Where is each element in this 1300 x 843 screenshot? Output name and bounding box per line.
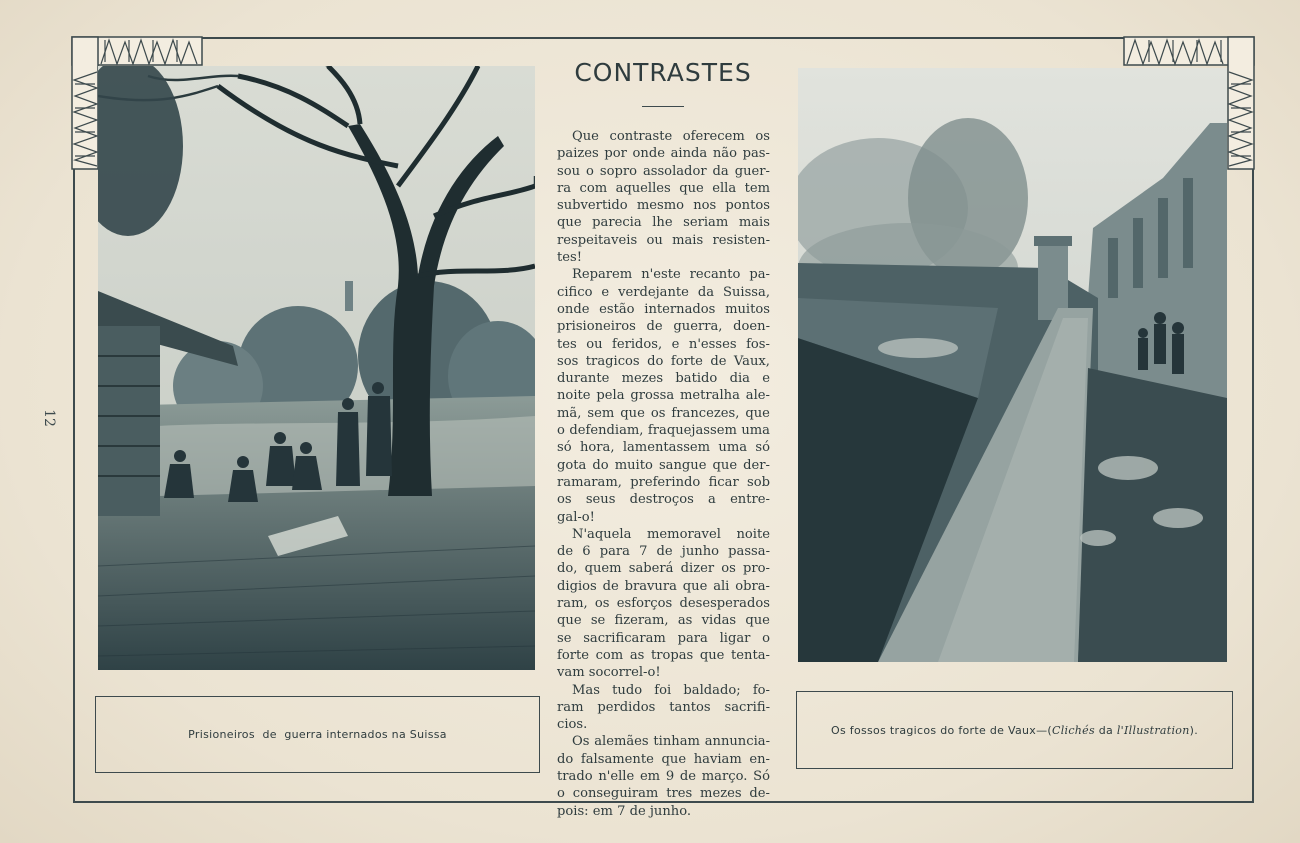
article-word: noite: [736, 526, 770, 542]
article-word: desesperados: [679, 596, 770, 612]
article-word: N'aquela: [572, 526, 632, 542]
article-word: que: [682, 578, 708, 594]
article-line-text: gal-o!: [557, 509, 595, 525]
article-word: Que: [572, 129, 599, 144]
article-line: [557, 353, 770, 370]
article-line: [557, 543, 770, 560]
article-line: [557, 647, 770, 664]
article-word: com: [579, 180, 608, 196]
article-word: os: [721, 561, 736, 577]
article-line-text: tes!: [557, 250, 582, 266]
article-word: pela: [596, 388, 625, 404]
article-word: guerra,: [673, 319, 723, 335]
article-line: [557, 249, 770, 266]
article-line: [557, 733, 770, 750]
article-word: forte: [557, 647, 589, 663]
article-word: os: [594, 596, 610, 612]
article-word: verdejante: [618, 284, 689, 300]
article-word: tes: [557, 336, 577, 352]
article-line: [557, 422, 770, 439]
article-word: pas-: [742, 146, 770, 162]
article-word: de: [710, 353, 727, 369]
article-word: mesmo: [636, 198, 685, 214]
article-word: e: [762, 371, 770, 387]
article-word: falsamente: [580, 751, 654, 767]
article-line: [557, 301, 770, 318]
article-word: mã,: [557, 405, 582, 421]
article-word: que: [712, 457, 738, 473]
article-word: o: [586, 163, 594, 179]
article-word: noite: [557, 388, 591, 404]
article-word: de: [602, 578, 619, 594]
article-word: que: [557, 215, 582, 231]
article-word: memoravel: [647, 526, 721, 542]
article-word: não: [712, 146, 737, 162]
article-word: uma: [741, 423, 770, 439]
article-word: que: [699, 647, 725, 663]
article-line: [557, 336, 770, 353]
article-word: onde: [632, 146, 665, 162]
article-line: [557, 578, 770, 595]
article-word: passa-: [728, 544, 770, 560]
article-word: fizeram,: [614, 613, 669, 629]
article-word: contraste: [609, 129, 673, 144]
article-word: defendiam,: [569, 423, 644, 439]
article-word: o: [557, 423, 565, 439]
article-word: mais: [672, 232, 704, 248]
article-word: muito: [614, 457, 653, 473]
article-line: [557, 612, 770, 629]
article-word: os: [755, 129, 770, 144]
article-word: e: [601, 284, 610, 300]
article-word: sopro: [599, 163, 637, 179]
article-word: mezes: [621, 371, 664, 387]
article-word: só: [557, 440, 572, 456]
article-line: [557, 716, 770, 733]
article-word: fo-: [752, 682, 770, 698]
article-word: Vaux,: [733, 353, 770, 369]
article-line: [557, 197, 770, 214]
left-photo-caption: [95, 696, 540, 773]
article-word: que: [620, 405, 645, 421]
article-word: assolador: [642, 163, 707, 179]
article-word: ra: [557, 180, 572, 196]
article-word: o: [557, 786, 565, 802]
article-word: n'elle: [598, 768, 635, 784]
article-word: 7: [639, 544, 648, 560]
article-word: alemães: [594, 734, 649, 750]
article-word: tinham: [653, 734, 700, 750]
article-word: durante: [557, 371, 610, 387]
article-word: da: [712, 163, 729, 179]
article-line: [557, 405, 770, 422]
article-word: ou: [646, 232, 663, 248]
article-line: [557, 163, 770, 180]
article-line: [557, 509, 770, 526]
article-line: [557, 630, 770, 647]
article-word: der-: [743, 457, 770, 473]
article-word: de: [646, 319, 663, 335]
article-word: dizer: [680, 561, 715, 577]
article-word: lhe: [652, 215, 673, 231]
article-word: de-: [749, 786, 770, 802]
article-word: onde: [557, 301, 590, 317]
article-body: [557, 128, 770, 820]
article-word: do: [557, 751, 574, 767]
article-word: seus: [585, 492, 616, 508]
article-word: ella: [712, 180, 737, 196]
article-word: guer-: [734, 163, 770, 179]
article-word: annuncia-: [704, 734, 770, 750]
article-word: ale-: [745, 388, 770, 404]
article-word: sacrificaram: [583, 630, 666, 646]
article-word: esforços: [616, 596, 673, 612]
article-line: [557, 664, 770, 681]
article-word: Só: [753, 768, 770, 784]
article-word: metralha: [680, 388, 740, 404]
article-word: ram,: [557, 596, 588, 612]
article-word: mais: [738, 215, 770, 231]
article-line: [557, 560, 770, 577]
article-word: baldado;: [683, 682, 741, 698]
article-word: ali: [713, 578, 730, 594]
article-word: tantos: [669, 699, 711, 715]
article-word: sacrifi-: [724, 699, 770, 715]
article-word: do: [647, 353, 664, 369]
article-line: [557, 457, 770, 474]
article-word: de: [557, 544, 574, 560]
article-word: que: [745, 613, 770, 629]
article-word: tudo: [612, 682, 643, 698]
article-word: quem: [584, 561, 622, 577]
article-word: sangue: [658, 457, 707, 473]
article-word: resisten-: [712, 232, 770, 248]
article-line: [557, 768, 770, 785]
article-word: vidas: [701, 613, 737, 629]
article-word: sos: [557, 353, 579, 369]
article-line: [557, 214, 770, 231]
article-word: Os: [572, 734, 590, 750]
article-word: oferecem: [682, 129, 745, 144]
article-word: ramaram,: [557, 474, 622, 490]
article-word: com: [595, 647, 624, 663]
article-word: sem: [587, 405, 615, 421]
article-word: hora,: [579, 440, 615, 456]
article-line: [557, 526, 770, 543]
article-word: a: [708, 492, 716, 508]
article-word: uma: [718, 440, 748, 456]
article-word: doen-: [733, 319, 770, 335]
article-word: foi: [654, 682, 672, 698]
article-line: [557, 370, 770, 387]
article-word: cifico: [557, 284, 593, 300]
article-word: de: [679, 768, 697, 784]
article-line: [557, 785, 770, 802]
article-word: se: [557, 630, 572, 646]
article-word: tropas: [650, 647, 694, 663]
article-word: o: [762, 630, 770, 646]
article-word: por: [604, 146, 627, 162]
article-word: estão: [599, 301, 635, 317]
article-word: que: [661, 751, 687, 767]
article-word: tem: [744, 180, 770, 196]
article-line: [557, 699, 770, 716]
article-word: se: [590, 613, 606, 629]
article-line: [557, 595, 770, 612]
page-number: 12: [40, 409, 57, 427]
article-word: muitos: [725, 301, 770, 317]
article-line: [557, 474, 770, 491]
article-word: para: [599, 544, 630, 560]
article-word: só: [755, 440, 770, 456]
article-word: as: [677, 613, 693, 629]
title-rule: [642, 106, 684, 107]
article-word: que: [557, 613, 582, 629]
article-line: [557, 145, 770, 162]
article-word: fraquejassem: [647, 423, 737, 439]
article-word: seriam: [683, 215, 729, 231]
article-word: n'esses: [688, 336, 737, 352]
left-caption-text: Prisioneiros de guerra internados na Suissa: [188, 728, 447, 741]
right-caption-end: ).: [1189, 723, 1198, 737]
article-word: digios: [557, 578, 597, 594]
article-word: junho: [681, 544, 720, 560]
article-word: destroços: [629, 492, 694, 508]
article-line: [557, 284, 770, 301]
article-title: CONTRASTES: [574, 58, 752, 87]
article-line: [557, 803, 770, 820]
article-word: do,: [557, 561, 578, 577]
article-word: obra-: [735, 578, 770, 594]
article-line: [557, 439, 770, 456]
article-word: da: [697, 284, 715, 300]
article-word: feridos,: [612, 336, 663, 352]
article-word: sob: [746, 474, 770, 490]
article-word: 6: [582, 544, 591, 560]
article-line: [557, 266, 770, 283]
article-line: [557, 751, 770, 768]
article-word: entre-: [730, 492, 770, 508]
article-line-text: cios.: [557, 717, 588, 733]
article-line: [557, 180, 770, 197]
article-word: paizes: [557, 146, 599, 162]
article-word: em: [639, 768, 661, 784]
article-line-text: pois: em 7 de junho.: [557, 803, 692, 819]
article-word: pontos: [725, 198, 770, 214]
article-word: que: [745, 405, 770, 421]
article-word: tragicos: [585, 353, 640, 369]
article-word: perdidos: [597, 699, 656, 715]
article-word: para: [677, 630, 708, 646]
article-word: preferindo: [630, 474, 701, 490]
article-word: dia: [729, 371, 750, 387]
right-caption-source: l'Illustration: [1116, 723, 1190, 737]
article-word: lamentassem: [622, 440, 711, 456]
article-word: aquelles: [615, 180, 671, 196]
article-word: Reparem: [572, 267, 633, 283]
article-word: saberá: [628, 561, 674, 577]
article-word: forte: [670, 353, 703, 369]
article-word: gota: [557, 457, 587, 473]
article-word: francezes,: [671, 405, 740, 421]
article-word: prisioneiros: [557, 319, 636, 335]
article-word: pro-: [743, 561, 770, 577]
article-word: subvertido: [557, 198, 628, 214]
article-word: os: [650, 405, 666, 421]
article-word: haviam: [693, 751, 742, 767]
photo-fort-vaux-trenches: [798, 68, 1227, 662]
article-line: [557, 682, 770, 699]
article-word: grossa: [630, 388, 675, 404]
article-word: bravura: [624, 578, 677, 594]
right-caption-mid: da: [1094, 723, 1117, 737]
article-word: mezes: [700, 786, 742, 802]
article-word: n'este: [641, 267, 681, 283]
article-word: recanto: [689, 267, 741, 283]
article-word: tres: [666, 786, 693, 802]
photo-prisoners-switzerland: [98, 66, 535, 670]
article-line: [557, 387, 770, 404]
article-line-text: vam socorrel-o!: [557, 665, 661, 681]
article-word: ram: [557, 699, 584, 715]
article-word: fos-: [746, 336, 770, 352]
article-word: batido: [675, 371, 718, 387]
article-word: parecia: [592, 215, 642, 231]
article-word: março.: [701, 768, 748, 784]
article-line: [557, 491, 770, 508]
article-word: en-: [749, 751, 770, 767]
article-line: [557, 128, 770, 145]
article-word: Suissa,: [722, 284, 770, 300]
right-photo-caption: [796, 691, 1233, 769]
article-word: nos: [693, 198, 717, 214]
article-line: [557, 318, 770, 335]
article-word: pa-: [749, 267, 770, 283]
right-caption-cliches: Clichés: [1051, 723, 1095, 737]
article-word: tenta-: [731, 647, 770, 663]
article-line: [557, 232, 770, 249]
article-word: conseguiram: [572, 786, 659, 802]
article-word: e: [671, 336, 680, 352]
right-caption-main: Os fossos tragicos do forte de Vaux—(: [831, 723, 1052, 737]
right-caption-text: [831, 724, 1198, 737]
article-word: sou: [557, 163, 581, 179]
article-word: respeitaveis: [557, 232, 638, 248]
article-word: as: [629, 647, 645, 663]
article-word: ficar: [708, 474, 739, 490]
article-word: internados: [644, 301, 716, 317]
article-word: ligar: [719, 630, 751, 646]
article-word: os: [557, 492, 572, 508]
article-word: 9: [665, 768, 675, 784]
article-word: Mas: [572, 682, 600, 698]
article-word: ou: [586, 336, 603, 352]
article-word: ainda: [670, 146, 708, 162]
article-word: que: [679, 180, 704, 196]
article-word: do: [592, 457, 609, 473]
article-word: trado: [557, 768, 593, 784]
article-word: de: [656, 544, 673, 560]
